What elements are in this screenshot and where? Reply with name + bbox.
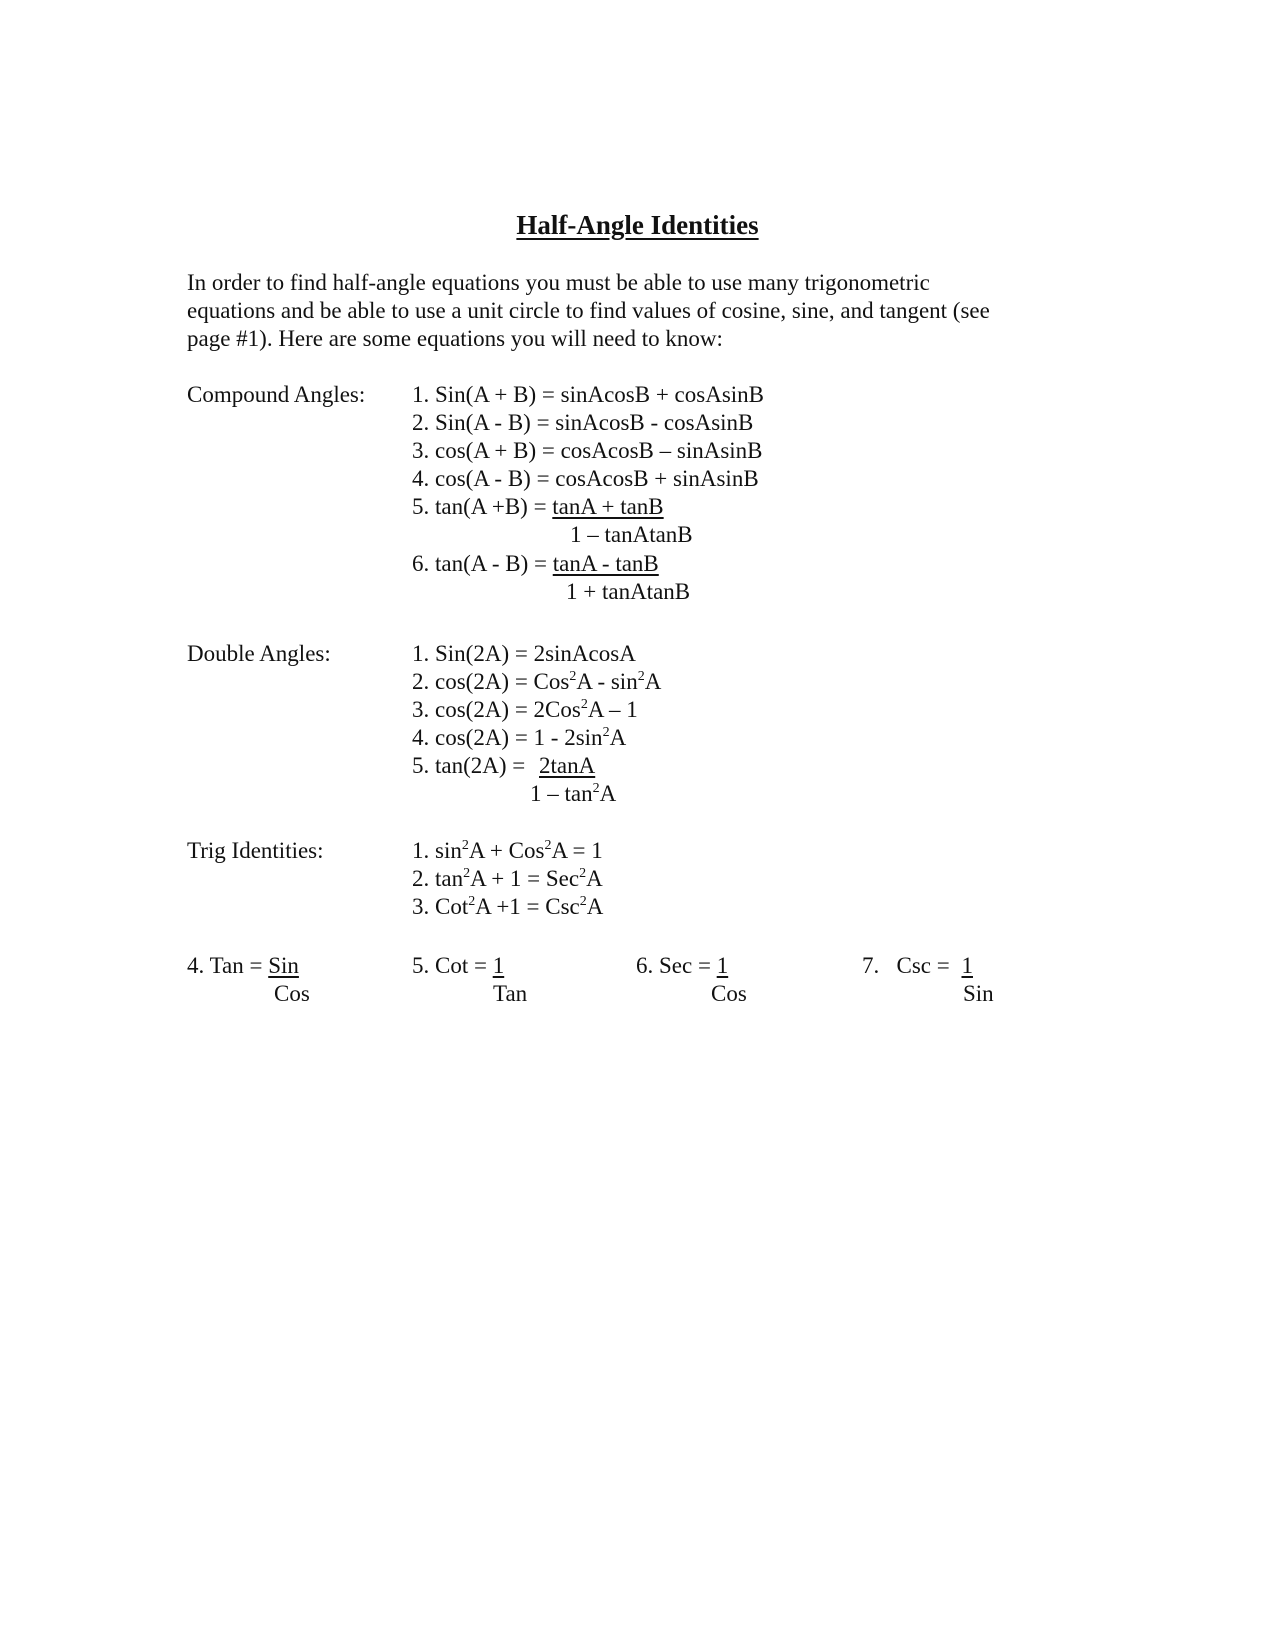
double-eq-5 (412, 754, 595, 777)
compound-eq-3: 3. cos(A + B) = cosAcosB – sinAsinB (412, 438, 763, 463)
reciprocal-5 (412, 954, 504, 977)
compound-angles-label: Compound Angles: (187, 382, 366, 407)
double-eq-4 (412, 726, 626, 749)
reciprocal-4-numerator: Sin (268, 953, 299, 978)
double-angles-label: Double Angles: (187, 641, 331, 666)
double-eq-5-lhs: 5. tan(2A) = (412, 753, 531, 778)
double-eq-2 (412, 670, 661, 693)
page-title: Half-Angle Identities (516, 210, 759, 240)
trig-eq-1-part: A = 1 (551, 838, 603, 863)
superscript: 2 (602, 725, 610, 740)
reciprocal-4-denominator: Cos (274, 981, 310, 1006)
compound-eq-6-lhs: 6. tan(A - B) = (412, 551, 553, 576)
reciprocal-4-lhs: 4. Tan = (187, 953, 269, 978)
reciprocal-6 (636, 954, 728, 977)
double-eq-3 (412, 698, 638, 721)
double-eq-2-part: A (644, 669, 662, 694)
double-eq-1: 1. Sin(2A) = 2sinAcosA (412, 641, 636, 666)
trig-eq-1 (412, 839, 603, 862)
reciprocal-6-lhs: 6. Sec = (636, 953, 717, 978)
compound-eq-6 (412, 552, 659, 575)
compound-eq-5-numerator: tanA + tanB (552, 494, 664, 519)
reciprocal-7-numerator: 1 (961, 953, 973, 978)
reciprocal-4 (187, 954, 299, 977)
double-eq-3-part: A – 1 (587, 697, 638, 722)
trig-eq-2 (412, 867, 603, 890)
reciprocal-6-numerator: 1 (716, 953, 729, 978)
intro-line-1: In order to find half-angle equations you must be able to use many trigonometric (187, 270, 930, 295)
double-eq-4-part: A (609, 725, 627, 750)
intro-line-3: page #1). Here are some equations you will need to know: (187, 326, 723, 351)
compound-eq-5 (412, 495, 664, 518)
superscript: 2 (637, 669, 645, 684)
trig-eq-1-part: 1. sin (412, 838, 462, 863)
reciprocal-7-denominator: Sin (963, 981, 994, 1006)
compound-eq-4: 4. cos(A - B) = cosAcosB + sinAsinB (412, 466, 759, 491)
double-eq-4-part: 4. cos(2A) = 1 - 2sin (412, 725, 603, 750)
reciprocal-6-denominator: Cos (711, 981, 747, 1006)
compound-eq-5-lhs: 5. tan(A +B) = (412, 494, 553, 519)
trig-eq-3-part: A +1 = Csc (475, 894, 580, 919)
double-eq-5-den-part: A (599, 781, 617, 806)
double-eq-5-numerator: 2tanA (539, 753, 596, 778)
reciprocal-5-numerator: 1 (492, 953, 505, 978)
reciprocal-7 (862, 954, 973, 977)
double-eq-5-den-part: 1 – tan (530, 781, 593, 806)
intro-line-2: equations and be able to use a unit circle to find values of cosine, sine, and tangent (see (187, 298, 990, 323)
trig-eq-2-part: 2. tan (412, 866, 464, 891)
double-eq-3-part: 3. cos(2A) = 2Cos (412, 697, 581, 722)
reciprocal-5-lhs: 5. Cot = (412, 953, 493, 978)
double-eq-2-part: 2. cos(2A) = Cos (412, 669, 570, 694)
reciprocal-5-denominator: Tan (493, 981, 528, 1006)
superscript: 2 (463, 866, 471, 881)
superscript: 2 (579, 894, 587, 909)
superscript: 2 (592, 781, 600, 796)
compound-eq-6-numerator: tanA - tanB (552, 551, 659, 576)
reciprocal-7-lhs: 7. Csc = (862, 953, 956, 978)
trig-identities-label: Trig Identities: (187, 838, 324, 863)
compound-eq-2: 2. Sin(A - B) = sinAcosB - cosAsinB (412, 410, 754, 435)
superscript: 2 (468, 894, 476, 909)
superscript: 2 (461, 838, 469, 853)
compound-eq-1: 1. Sin(A + B) = sinAcosB + cosAsinB (412, 382, 764, 407)
double-eq-2-part: A - sin (576, 669, 638, 694)
superscript: 2 (544, 838, 552, 853)
trig-eq-3 (412, 895, 603, 918)
superscript: 2 (579, 866, 587, 881)
trig-eq-2-part: A + 1 = Sec (470, 866, 580, 891)
superscript: 2 (580, 697, 588, 712)
superscript: 2 (569, 669, 577, 684)
double-eq-5-denominator (530, 782, 616, 805)
compound-eq-5-denominator: 1 – tanAtanB (570, 522, 693, 547)
compound-eq-6-denominator: 1 + tanAtanB (566, 579, 691, 604)
trig-eq-2-part: A (586, 866, 603, 891)
trig-eq-1-part: A + Cos (468, 838, 545, 863)
trig-eq-3-part: A (586, 894, 604, 919)
trig-eq-3-part: 3. Cot (412, 894, 469, 919)
